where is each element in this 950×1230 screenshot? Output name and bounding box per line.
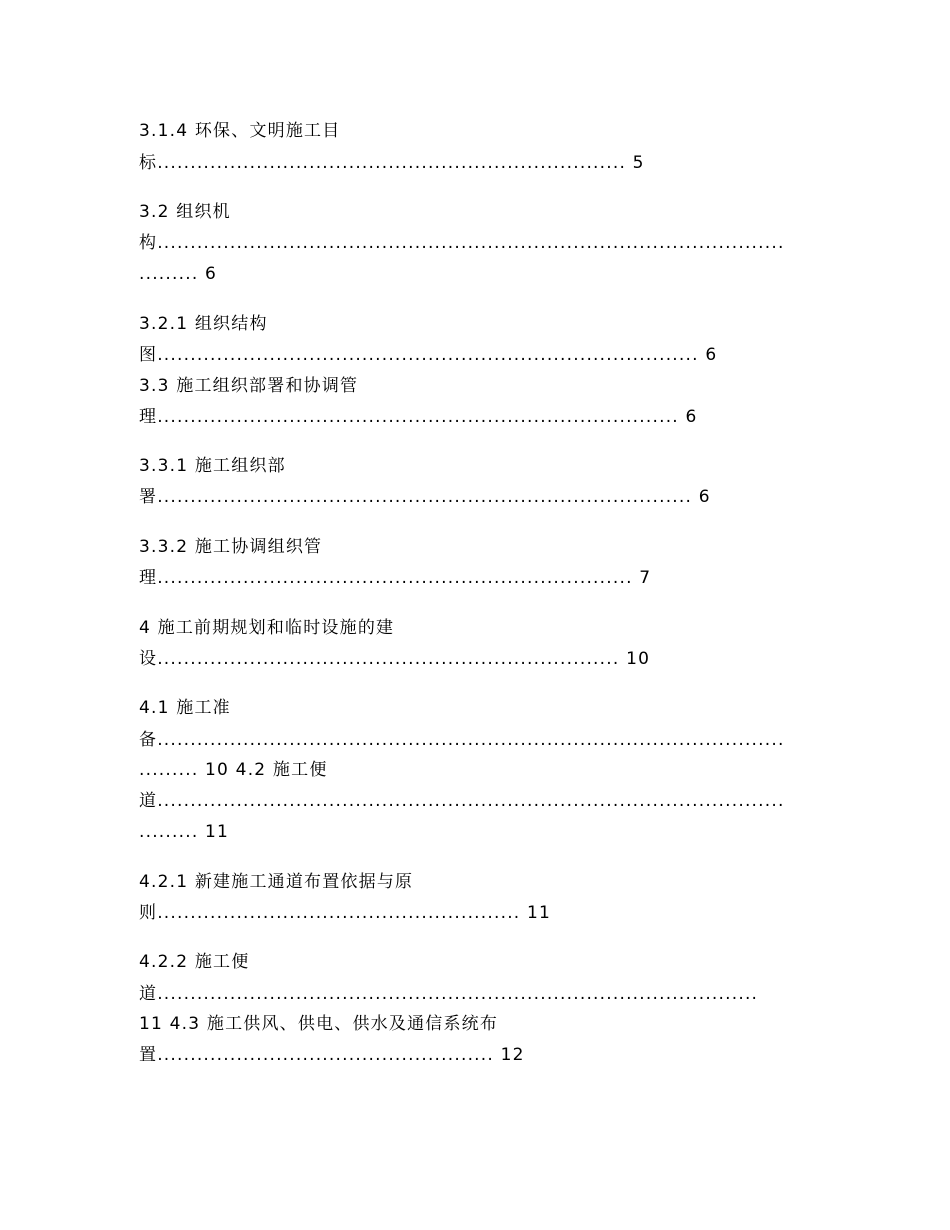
toc-line: 4.2.1 新建施工通道布置依据与原 — [139, 872, 414, 892]
toc-line: 4.1 施工准 — [139, 698, 231, 718]
toc-line: 署................................................................................. 6 — [139, 487, 711, 507]
toc-line: 构............................................................................................... — [139, 233, 785, 253]
toc-line: 3.2.1 组织结构 — [139, 314, 268, 334]
toc-line: 标....................................................................... 5 — [139, 153, 645, 173]
toc-line: 道........................................................................................... — [139, 984, 759, 1004]
toc-line: 3.1.4 环保、文明施工目 — [139, 121, 341, 141]
toc-line: 备............................................................................................... — [139, 730, 785, 750]
toc-line: 理........................................................................ 7 — [139, 568, 652, 588]
toc-line: ......... 6 — [139, 264, 218, 284]
toc-line: 3.3.1 施工组织部 — [139, 456, 286, 476]
toc-line: 图.................................................................................. 6 — [139, 345, 718, 365]
toc-line: ......... 10 4.2 施工便 — [139, 760, 328, 780]
toc-line: 4.2.2 施工便 — [139, 952, 250, 972]
toc-line: 3.3 施工组织部署和协调管 — [139, 376, 359, 396]
toc-line: 3.3.2 施工协调组织管 — [139, 537, 323, 557]
toc-line: 11 4.3 施工供风、供电、供水及通信系统布 — [139, 1014, 499, 1034]
toc-line: 3.2 组织机 — [139, 202, 231, 222]
toc-line: 道............................................................................................... — [139, 791, 785, 811]
toc-line: 则....................................................... 11 — [139, 903, 552, 923]
toc-line: 设...................................................................... 10 — [139, 649, 651, 669]
toc-line: 4 施工前期规划和临时设施的建 — [139, 618, 395, 638]
toc-line: ......... 11 — [139, 822, 230, 842]
toc-line: 理............................................................................... 6 — [139, 407, 698, 427]
toc-line: 置................................................... 12 — [139, 1045, 525, 1065]
